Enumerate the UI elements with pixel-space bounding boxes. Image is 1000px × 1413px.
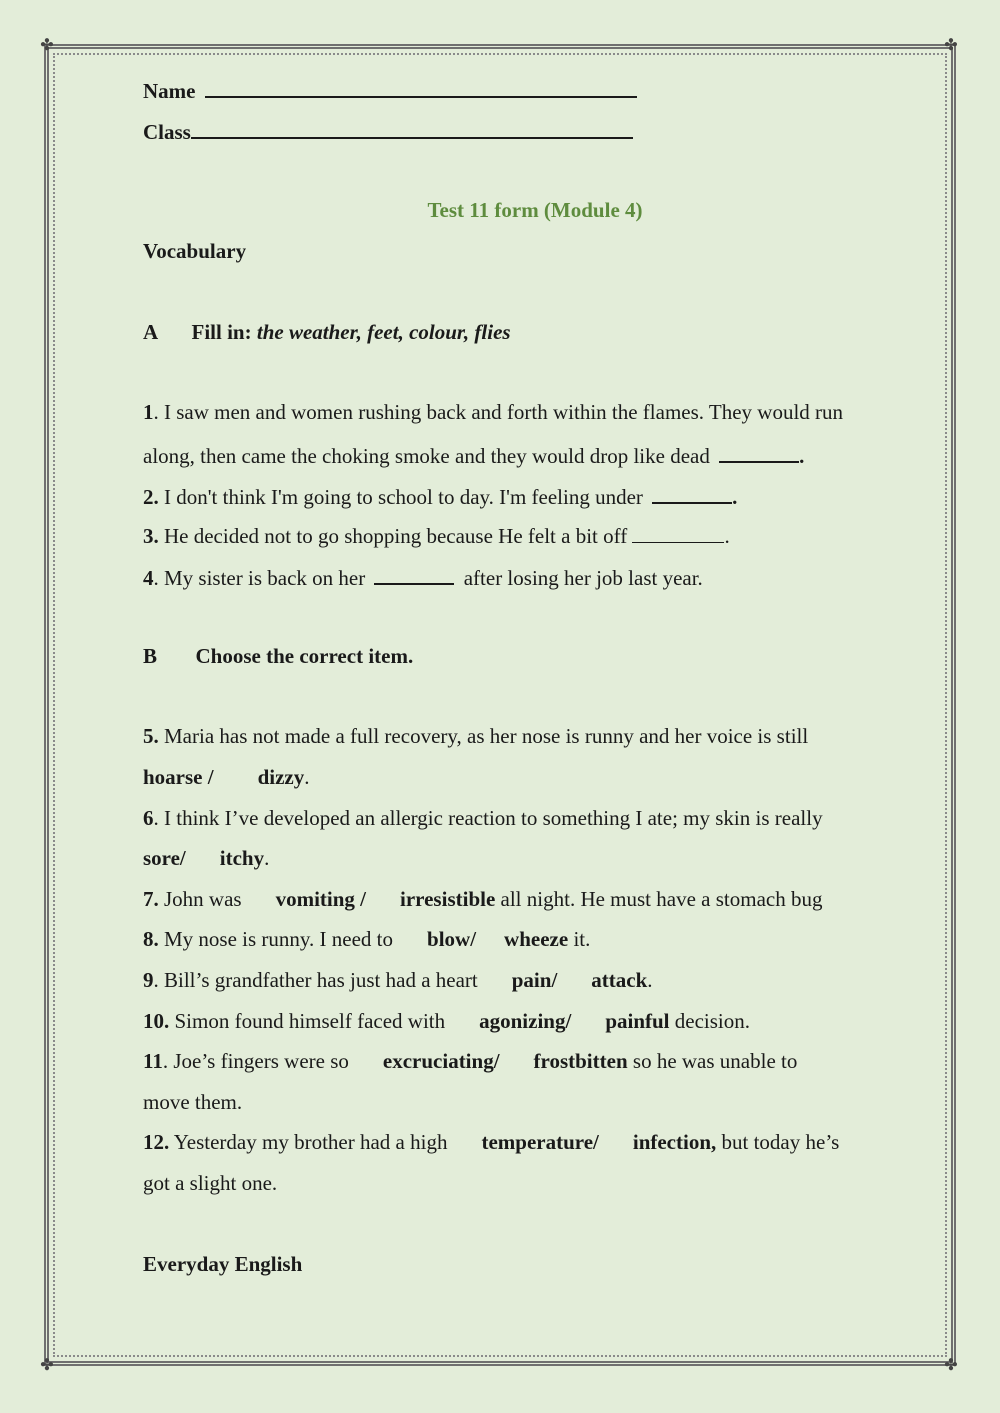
class-label: Class — [143, 120, 191, 144]
question-text: after losing her job last year. — [463, 566, 703, 590]
question-number: 3. — [143, 524, 159, 548]
class-field[interactable] — [191, 117, 633, 139]
option-1[interactable]: pain/ — [511, 968, 558, 992]
question-number: 12. — [143, 1130, 170, 1154]
question-text: Maria has not made a full recovery, as her nose is runny and her voice is still — [158, 724, 809, 748]
flourish-icon: ✤ — [40, 1355, 54, 1374]
question-7: 7. John was vomiting / irresistible all night. He must have a stomach bug — [143, 887, 823, 911]
option-1[interactable]: hoarse / — [143, 765, 214, 789]
option-1[interactable]: blow/ — [427, 927, 477, 951]
name-label: Name — [143, 79, 196, 103]
question-text: He decided not to go shopping because He felt a bit off — [158, 524, 628, 548]
option-1[interactable]: temperature/ — [481, 1130, 599, 1154]
question-number: 1 — [143, 400, 154, 424]
question-number: 10. — [143, 1009, 170, 1033]
question-8: 8. My nose is runny. I need to blow/ wheeze it. — [143, 927, 591, 951]
option-1[interactable]: sore/ — [143, 846, 186, 870]
option-2[interactable]: itchy — [219, 846, 265, 870]
everyday-english-heading: Everyday English — [143, 1252, 303, 1276]
question-9: 9. Bill’s grandfather has just had a heart pain/ attack. — [143, 968, 653, 992]
name-field[interactable] — [205, 76, 637, 98]
answer-blank[interactable] — [374, 563, 454, 585]
option-2[interactable]: dizzy — [257, 765, 305, 789]
section-a-word-list: the weather, feet, colour, flies — [256, 320, 511, 344]
question-number: 8. — [143, 927, 159, 951]
question-number: 6 — [143, 806, 154, 830]
option-2[interactable]: wheeze — [504, 927, 569, 951]
question-text: . My sister is back on her — [153, 566, 366, 590]
test-title: Test 11 form (Module 4) — [427, 198, 643, 222]
section-b-heading — [143, 644, 413, 669]
question-number: 11 — [143, 1049, 163, 1073]
question-6-options: sore/ itchy. — [143, 846, 270, 870]
question-text: My nose is runny. I need to — [158, 927, 394, 951]
question-1-line2: along, then came the choking smoke and they would drop like dead . — [143, 441, 804, 469]
question-number: 9 — [143, 968, 154, 992]
question-11-line2: move them. — [143, 1090, 243, 1114]
question-1 — [143, 400, 843, 425]
question-6 — [143, 806, 823, 831]
option-2[interactable]: painful — [605, 1009, 670, 1033]
flourish-icon: ✤ — [944, 1355, 958, 1374]
question-number: 4 — [143, 566, 154, 590]
question-12: 12. Yesterday my brother had a high temperature/ infection, but today he’s — [143, 1130, 840, 1154]
question-text: Simon found himself faced with — [169, 1009, 446, 1033]
question-11: 11. Joe’s fingers were so excruciating/ frostbitten so he was unable to — [143, 1049, 798, 1073]
question-text: . I think I’ve developed an allergic reaction to something I ate; my skin is really — [153, 806, 823, 830]
question-text: John was — [158, 887, 242, 911]
answer-blank[interactable] — [632, 522, 724, 543]
question-4 — [143, 563, 703, 591]
section-a-instruction: Fill in: — [191, 320, 252, 344]
section-a-letter: A — [143, 320, 158, 344]
option-2[interactable]: attack — [591, 968, 648, 992]
option-1[interactable]: vomiting / — [275, 887, 367, 911]
answer-blank[interactable] — [652, 482, 732, 504]
section-b-letter: B — [143, 644, 158, 668]
question-10: 10. Simon found himself faced with agonizing/ painful decision. — [143, 1009, 750, 1033]
option-2[interactable]: irresistible — [400, 887, 496, 911]
name-row — [143, 76, 637, 104]
question-3: 3. He decided not to go shopping because He felt a bit off . — [143, 524, 730, 548]
section-b-instruction: Choose the correct item. — [195, 644, 414, 668]
question-text: Yesterday my brother had a high — [169, 1130, 448, 1154]
option-2[interactable]: frostbitten — [533, 1049, 628, 1073]
question-number: 2. — [143, 485, 159, 509]
class-row — [143, 117, 633, 145]
question-number: 5. — [143, 724, 159, 748]
question-number: 7. — [143, 887, 159, 911]
question-text: I don't think I'm going to school to day. I'm feeling under — [158, 485, 643, 509]
option-1[interactable]: excruciating/ — [382, 1049, 500, 1073]
flourish-icon: ✤ — [944, 35, 958, 54]
answer-blank[interactable] — [719, 441, 799, 463]
question-12-line2: got a slight one. — [143, 1171, 278, 1195]
section-a-heading — [143, 320, 511, 345]
question-text: . I saw men and women rushing back and forth within the flames. They would run — [153, 400, 844, 424]
option-1[interactable]: agonizing/ — [479, 1009, 572, 1033]
question-text: . Bill’s grandfather has just had a heart — [153, 968, 478, 992]
question-2: 2. I don't think I'm going to school to day. I'm feeling under . — [143, 482, 737, 510]
vocabulary-heading: Vocabulary — [143, 239, 247, 263]
option-2[interactable]: infection, — [632, 1130, 717, 1154]
question-text: along, then came the choking smoke and they would drop like dead — [143, 444, 710, 468]
question-text: . Joe’s fingers were so — [162, 1049, 349, 1073]
question-5 — [143, 724, 808, 749]
flourish-icon: ✤ — [40, 35, 54, 54]
question-5-options: hoarse / dizzy. — [143, 765, 310, 789]
